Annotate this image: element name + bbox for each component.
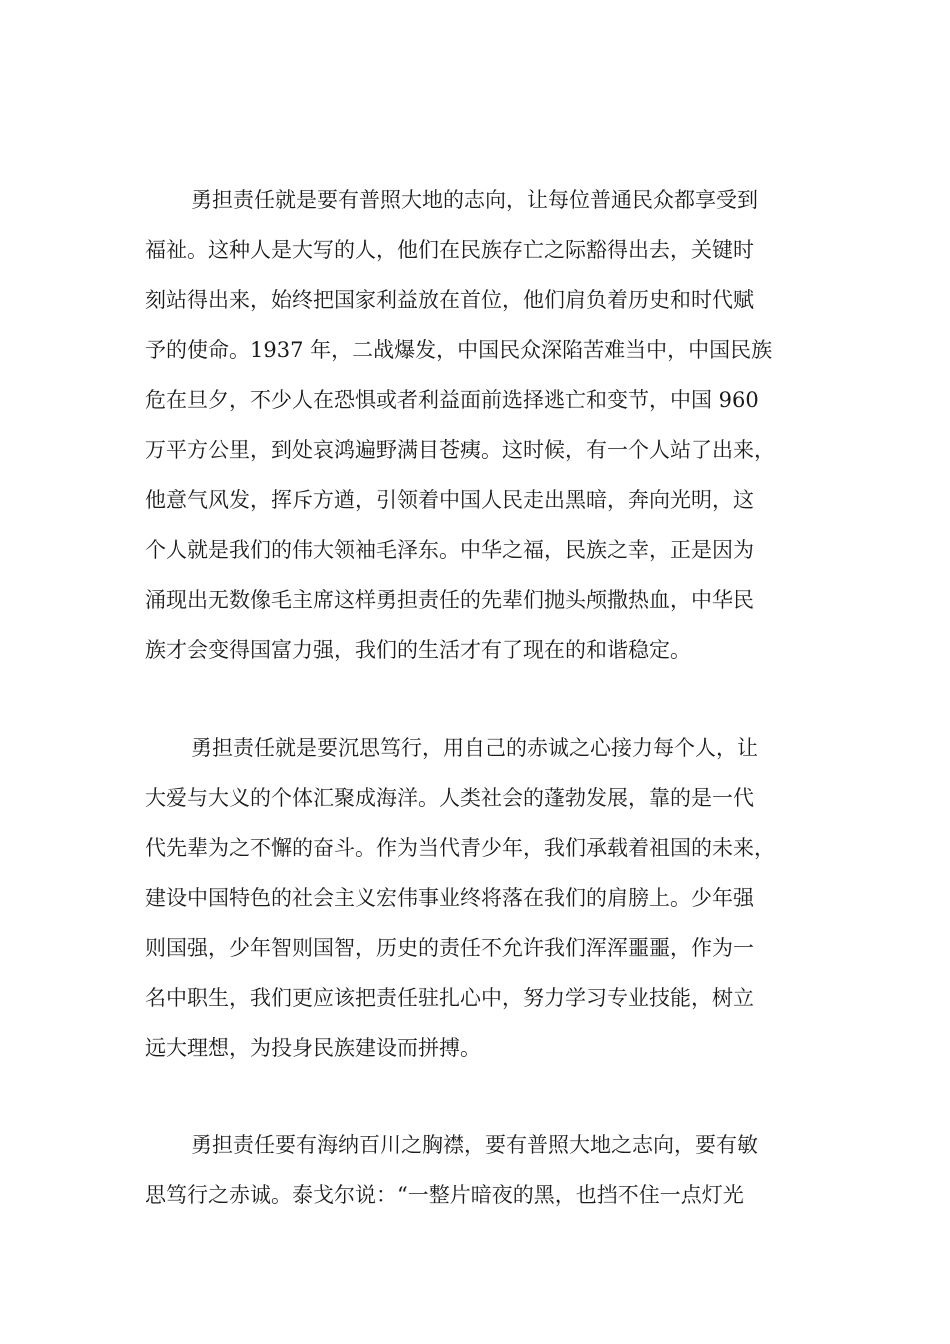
text-line: 建设中国特色的社会主义宏伟事业终将落在我们的肩膀上。少年强 — [145, 886, 754, 910]
text-line: 勇担责任要有海纳百川之胸襟，要有普照大地之志向，要有敏 — [191, 1133, 758, 1157]
text-line: 名中职生，我们更应该把责任驻扎心中，努力学习专业技能，树立 — [145, 986, 754, 1010]
text-line: 危在旦夕，不少人在恐惧或者利益面前选择逃亡和变节，中国 960 — [145, 388, 759, 412]
text-line: 予的使命。1937 年，二战爆发，中国民众深陷苦难当中，中国民族 — [145, 338, 773, 362]
text-line: 远大理想，为投身民族建设而拼搏。 — [145, 1036, 481, 1060]
text-line: 则国强，少年智则国智，历史的责任不允许我们浑浑噩噩，作为一 — [145, 936, 754, 960]
text-line: 代先辈为之不懈的奋斗。作为当代青少年，我们承载着祖国的未来， — [145, 836, 775, 860]
text-line: 万平方公里，到处哀鸿遍野满目苍痍。这时候，有一个人站了出来， — [145, 438, 775, 462]
text-line: 个人就是我们的伟大领袖毛泽东。中华之福，民族之幸，正是因为 — [145, 538, 754, 562]
text-line: 福祉。这种人是大写的人，他们在民族存亡之际豁得出去，关键时 — [145, 238, 754, 262]
text-line: 他意气风发，挥斥方遒，引领着中国人民走出黑暗，奔向光明，这 — [145, 488, 754, 512]
text-line: 涌现出无数像毛主席这样勇担责任的先辈们抛头颅撒热血，中华民 — [145, 588, 754, 612]
text-line: 勇担责任就是要有普照大地的志向，让每位普通民众都享受到 — [191, 188, 758, 212]
text-line: 勇担责任就是要沉思笃行，用自己的赤诚之心接力每个人，让 — [191, 736, 758, 760]
text-line: 大爱与大义的个体汇聚成海洋。人类社会的蓬勃发展，靠的是一代 — [145, 786, 754, 810]
text-line: 思笃行之赤诚。泰戈尔说：“一整片暗夜的黑，也挡不住一点灯光 — [145, 1183, 744, 1207]
text-line: 刻站得出来，始终把国家利益放在首位，他们肩负着历史和时代赋 — [145, 288, 754, 312]
text-line: 族才会变得国富力强，我们的生活才有了现在的和谐稳定。 — [145, 638, 691, 662]
